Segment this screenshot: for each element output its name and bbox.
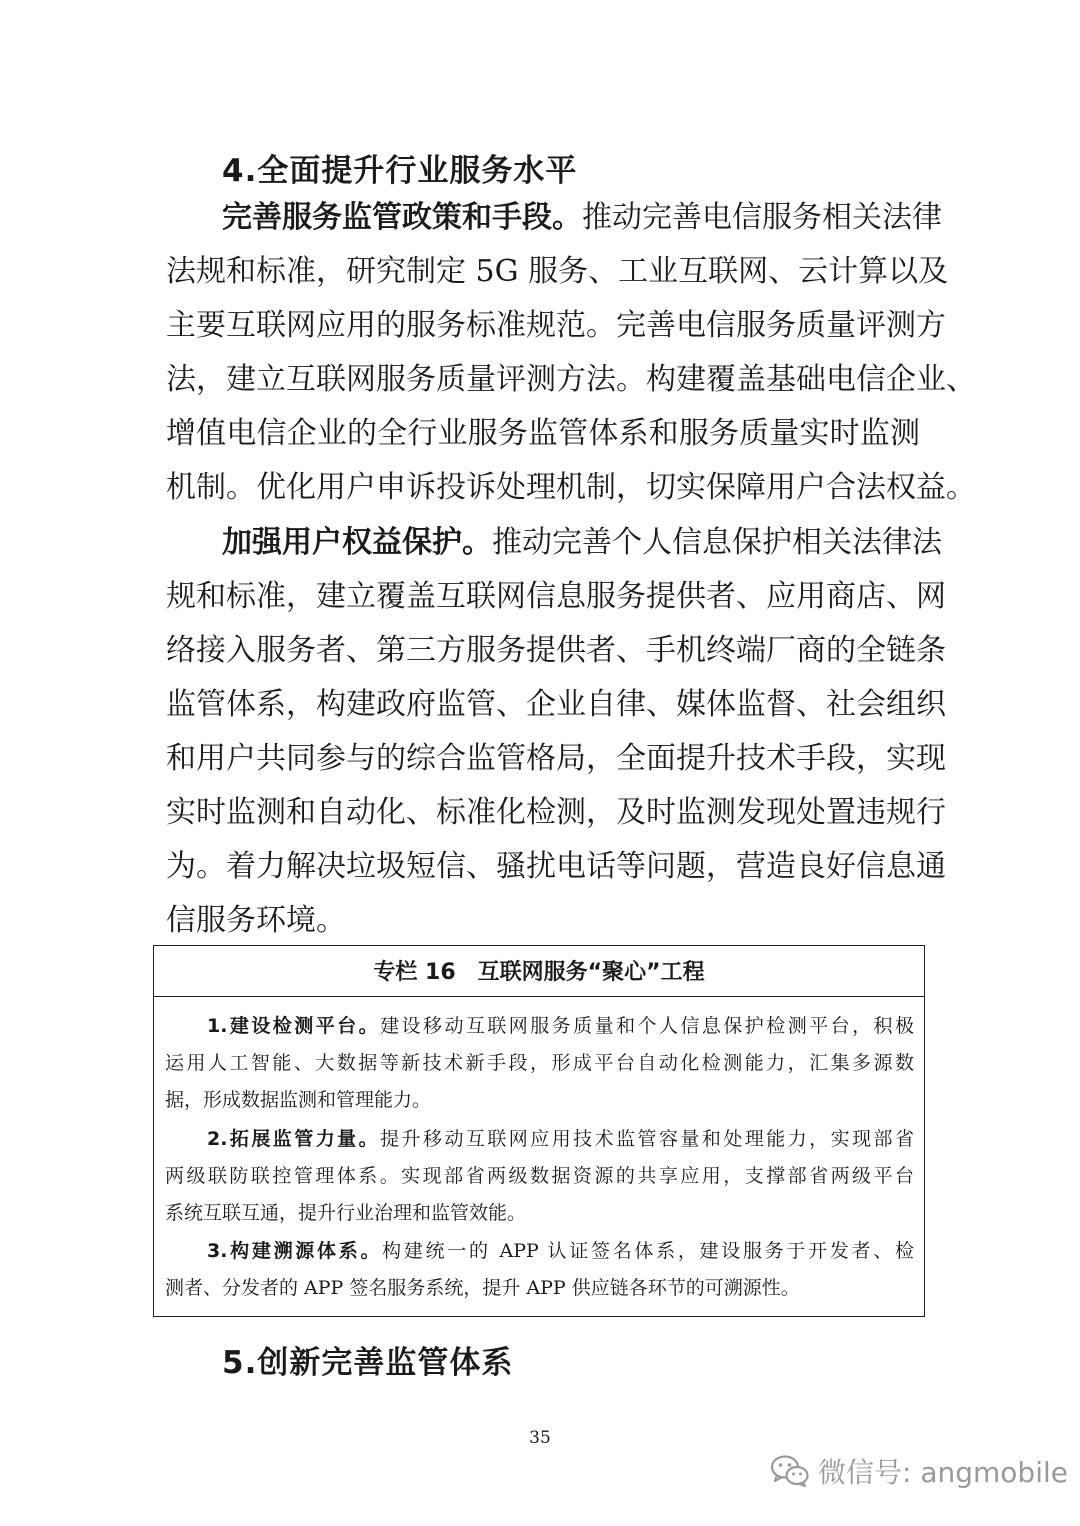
wechat-icon	[770, 1454, 810, 1488]
page-number: 35	[529, 1428, 551, 1448]
box-item-line: 系统互联互通，提升行业治理和监管效能。	[165, 1202, 527, 1224]
watermark	[770, 1451, 1068, 1491]
paragraph-line: 络接入服务者、第三方服务提供者、手机终端厂商的全链条	[166, 633, 946, 668]
paragraph-line: 增值电信企业的全行业服务监管体系和服务质量实时监测	[166, 416, 920, 451]
box-item-line: 1.建设检测平台。建设移动互联网服务质量和个人信息保护检测平台，积极	[207, 1015, 914, 1037]
box-item-line: 2.拓展监管力量。提升移动互联网应用技术监管容量和处理能力，实现部省	[207, 1128, 914, 1150]
paragraph-line: 信服务环境。	[166, 903, 346, 938]
column-box-header	[154, 946, 924, 997]
paragraph-line: 主要互联网应用的服务标准规范。完善电信服务质量评测方	[166, 308, 946, 343]
box-item-line: 据，形成数据监测和管理能力。	[165, 1089, 432, 1111]
box-item-lead: 2.拓展监管力量。	[207, 1128, 381, 1150]
box-item-line: 两级联防联控管理体系。实现部省两级数据资源的共享应用，支撑部省两级平台	[165, 1165, 914, 1187]
section-5-heading: 5.创新完善监管体系	[222, 1345, 514, 1381]
watermark-text: 微信号: angmobile	[818, 1456, 1068, 1489]
paragraph-line: 加强用户权益保护。推动完善个人信息保护相关法律法	[222, 525, 942, 560]
section-4-heading: 4.全面提升行业服务水平	[222, 153, 578, 189]
paragraph-lead: 加强用户权益保护。	[222, 525, 492, 560]
box-item-lead: 3.构建溯源体系。	[207, 1240, 383, 1262]
box-item-lead: 1.建设检测平台。	[207, 1015, 381, 1037]
column-box	[153, 945, 925, 1317]
paragraph-line: 完善服务监管政策和手段。推动完善电信服务相关法律	[222, 200, 942, 235]
paragraph-lead: 完善服务监管政策和手段。	[222, 200, 582, 235]
paragraph-line: 法，建立互联网服务质量评测方法。构建覆盖基础电信企业、	[166, 362, 976, 397]
paragraph-line: 和用户共同参与的综合监管格局，全面提升技术手段，实现	[166, 741, 946, 776]
column-box-title: 专栏 16 互联网服务“聚心”工程	[373, 960, 705, 985]
box-item-line: 运用人工智能、大数据等新技术新手段，形成平台自动化检测能力，汇集多源数	[165, 1052, 914, 1074]
box-item-line: 测者、分发者的 APP 签名服务系统，提升 APP 供应链各环节的可溯源性。	[165, 1277, 800, 1299]
paragraph-line: 监管体系，构建政府监管、企业自律、媒体监督、社会组织	[166, 687, 946, 722]
paragraph-line: 规和标准，建立覆盖互联网信息服务提供者、应用商店、网	[166, 579, 946, 614]
paragraph-line: 机制。优化用户申诉投诉处理机制，切实保障用户合法权益。	[166, 470, 976, 505]
paragraph-line: 实时监测和自动化、标准化检测，及时监测发现处置违规行	[166, 795, 946, 830]
paragraph-line: 法规和标准，研究制定 5G 服务、工业互联网、云计算以及	[166, 254, 949, 289]
box-item-line: 3.构建溯源体系。构建统一的 APP 认证签名体系，建设服务于开发者、检	[207, 1240, 914, 1262]
paragraph-line: 为。着力解决垃圾短信、骚扰电话等问题，营造良好信息通	[166, 849, 946, 884]
